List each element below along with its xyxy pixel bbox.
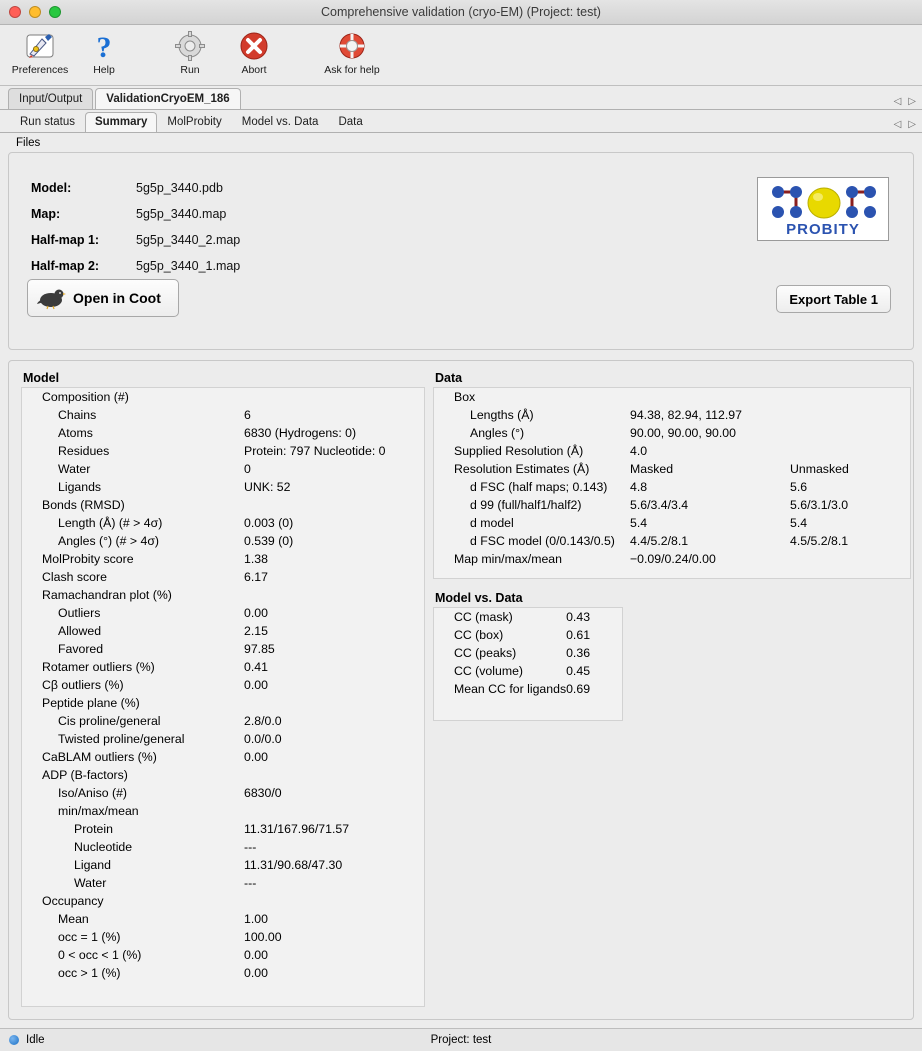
- model-vs-data-table: [434, 608, 622, 698]
- table-row: Peptide plane (%): [42, 696, 140, 710]
- help-icon: [72, 29, 136, 63]
- export-table-button[interactable]: [776, 285, 891, 313]
- model-table-box: [21, 387, 425, 1007]
- toolbar-run-label: Run: [180, 64, 200, 76]
- table-row: min/max/mean: [58, 804, 139, 818]
- table-row: Allowed 2.15: [58, 624, 268, 638]
- preferences-icon: [8, 29, 72, 63]
- data-section-title: Data: [435, 371, 463, 385]
- data-column: [433, 371, 911, 721]
- window-title: Comprehensive validation (cryo-EM) (Project: test): [321, 5, 601, 19]
- table-row: d 99 (full/half1/half2) 5.6/3.4/3.4 5.6/3.1/3.0: [470, 498, 849, 512]
- status-text: Idle: [26, 1034, 45, 1046]
- toolbar-abort[interactable]: [222, 25, 286, 76]
- table-row: Mean 1.00: [58, 912, 268, 926]
- lifesaver-icon: [308, 29, 396, 63]
- table-row: Lengths (Å) 94.38, 82.94, 112.97: [470, 408, 742, 422]
- export-table-label: Export Table 1: [789, 291, 878, 307]
- file-row-map: [31, 201, 240, 227]
- files-grid: [31, 175, 240, 279]
- column-gap: [433, 579, 911, 591]
- toolbar-preferences-label: Preferences: [11, 64, 69, 76]
- table-row: d FSC model (0/0.143/0.5) 4.4/5.2/8.1 4.5/5.2/8.1: [470, 534, 849, 548]
- toolbar-help[interactable]: [72, 25, 136, 76]
- model-vs-data-table-box: [433, 607, 623, 721]
- table-row: Residues Protein: 797 Nucleotide: 0: [58, 444, 386, 458]
- file-value-model: 5g5p_3440.pdb: [136, 181, 223, 195]
- toolbar-abort-label: Abort: [241, 64, 267, 76]
- tab-scroll-left-icon[interactable]: ◁: [893, 96, 902, 107]
- model-table: [22, 388, 424, 982]
- tab-input-output[interactable]: Input/Output: [8, 88, 93, 109]
- molprobity-logo: [757, 177, 889, 241]
- status-bar: [0, 1028, 922, 1051]
- run-gear-icon: [158, 29, 222, 63]
- table-row: Composition (#): [42, 390, 129, 404]
- table-row: occ > 1 (%) 0.00: [58, 966, 268, 980]
- file-row-half-map-1: [31, 227, 240, 253]
- table-row: ADP (B-factors): [42, 768, 128, 782]
- subtab-summary[interactable]: Summary: [85, 112, 157, 132]
- table-row: Ligands UNK: 52: [58, 480, 291, 494]
- table-row: Nucleotide ---: [74, 840, 257, 854]
- table-row: CC (volume) 0.45: [454, 664, 591, 678]
- file-row-half-map-2: [31, 253, 240, 279]
- coot-bird-icon: [36, 286, 66, 310]
- table-row: Cβ outliers (%) 0.00: [42, 678, 268, 692]
- title-bar: [0, 0, 922, 25]
- tab-scroll-right-icon[interactable]: ▷: [908, 96, 916, 107]
- data-table-box: [433, 387, 911, 579]
- table-row: Bonds (RMSD): [42, 498, 125, 512]
- open-in-coot-label: Open in Coot: [73, 290, 161, 306]
- table-row: Clash score 6.17: [42, 570, 268, 584]
- abort-icon: [222, 29, 286, 63]
- file-label-half-map-2: Half-map 2:: [31, 259, 100, 273]
- file-value-half-map-2: 5g5p_3440_1.map: [136, 259, 241, 273]
- svg-text:PROBITY: PROBITY: [786, 221, 860, 238]
- table-row: Ramachandran plot (%): [42, 588, 172, 602]
- file-value-map: 5g5p_3440.map: [136, 207, 227, 221]
- toolbar-ask-for-help[interactable]: [308, 25, 396, 76]
- main-tab-bar: [0, 86, 922, 110]
- table-row: Box: [454, 390, 476, 404]
- toolbar-ask-for-help-label: Ask for help: [324, 64, 380, 76]
- file-label-half-map-1: Half-map 1:: [31, 233, 100, 247]
- table-row: Outliers 0.00: [58, 606, 268, 620]
- sub-tab-bar: [0, 110, 922, 133]
- toolbar-run[interactable]: [158, 25, 222, 76]
- subtab-model-vs-data[interactable]: Model vs. Data: [241, 116, 319, 128]
- subtab-run-status[interactable]: Run status: [20, 116, 75, 128]
- subtab-molprobity[interactable]: MolProbity: [167, 116, 222, 128]
- subtab-scroll-right-icon[interactable]: ▷: [908, 119, 916, 130]
- table-row: Angles (°) (# > 4σ) 0.539 (0): [58, 534, 294, 548]
- model-column: [21, 371, 425, 1007]
- table-row: Length (Å) (# > 4σ) 0.003 (0): [58, 516, 294, 530]
- table-row: Occupancy: [42, 894, 104, 908]
- file-row-model: [31, 175, 240, 201]
- table-row: occ = 1 (%) 100.00: [58, 930, 282, 944]
- table-row: Ligand 11.31/90.68/47.30: [74, 858, 343, 872]
- status-project-label: Project: test: [430, 1034, 492, 1046]
- data-table: [434, 388, 910, 568]
- table-row: Chains 6: [58, 408, 251, 422]
- table-row: Supplied Resolution (Å) 4.0: [454, 444, 648, 458]
- table-row: Mean CC for ligands 0.69: [454, 682, 591, 696]
- file-label-model: Model:: [31, 181, 72, 195]
- sub-tab-scroll-arrows[interactable]: [894, 119, 916, 130]
- table-row: Iso/Aniso (#) 6830/0: [58, 786, 282, 800]
- table-row: Rotamer outliers (%) 0.41: [42, 660, 268, 674]
- svg-text:?: ?: [96, 31, 112, 62]
- toolbar-preferences[interactable]: [8, 25, 72, 76]
- table-row: Twisted proline/general 0.0/0.0: [58, 732, 282, 746]
- table-row: d model 5.4 5.4: [470, 516, 808, 530]
- file-label-map: Map:: [31, 207, 61, 221]
- table-row: Favored 97.85: [58, 642, 275, 656]
- files-panel: [8, 152, 914, 350]
- table-row: Cis proline/general 2.8/0.0: [58, 714, 282, 728]
- toolbar-help-label: Help: [93, 64, 115, 76]
- table-row: Resolution Estimates (Å) Masked Unmasked: [454, 462, 849, 476]
- table-row: d FSC (half maps; 0.143) 4.8 5.6: [470, 480, 808, 494]
- table-row: Water 0: [58, 462, 251, 476]
- model-vs-data-section-title: Model vs. Data: [435, 591, 523, 605]
- table-row: CC (box) 0.61: [454, 628, 591, 642]
- subtab-scroll-left-icon[interactable]: ◁: [893, 119, 902, 130]
- table-row: MolProbity score 1.38: [42, 552, 268, 566]
- table-row: Map min/max/mean −0.09/0.24/0.00: [454, 552, 716, 566]
- table-row: Angles (°) 90.00, 90.00, 90.00: [470, 426, 736, 440]
- file-value-half-map-1: 5g5p_3440_2.map: [136, 233, 241, 247]
- table-row: CC (peaks) 0.36: [454, 646, 591, 660]
- open-in-coot-button[interactable]: [27, 279, 179, 317]
- table-row: Protein 11.31/167.96/71.57: [74, 822, 350, 836]
- table-row: Water ---: [74, 876, 257, 890]
- files-section-label: Files: [16, 137, 41, 149]
- toolbar: [0, 25, 922, 86]
- table-row: 0 < occ < 1 (%) 0.00: [58, 948, 268, 962]
- table-row: Atoms 6830 (Hydrogens: 0): [58, 426, 357, 440]
- table-row: CaBLAM outliers (%) 0.00: [42, 750, 268, 764]
- model-section-title: Model: [23, 371, 60, 385]
- subtab-data[interactable]: Data: [338, 116, 363, 128]
- tab-validation-cryoem[interactable]: ValidationCryoEM_186: [95, 88, 240, 109]
- table-row: CC (mask) 0.43: [454, 610, 591, 624]
- main-tab-scroll-arrows[interactable]: [894, 96, 916, 107]
- statistics-panel: [8, 360, 914, 1020]
